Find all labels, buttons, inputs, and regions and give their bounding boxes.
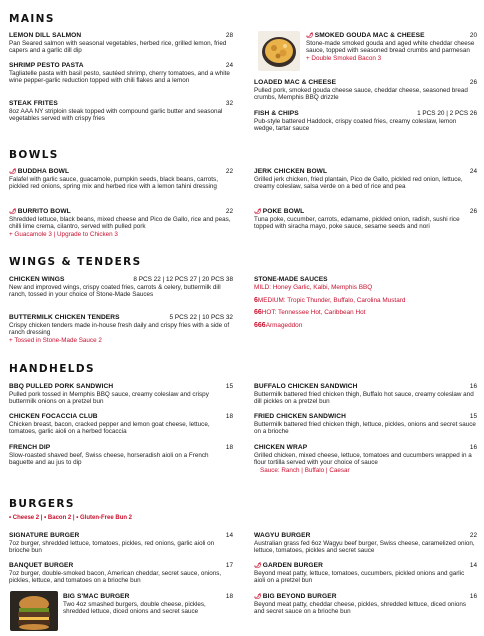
section-title-burgers: BURGERS (9, 498, 75, 510)
item-name: JERK CHICKEN BOWL (254, 168, 328, 175)
menu-item (254, 208, 477, 231)
mac-cheese-image (258, 31, 300, 71)
item-addon: + Double Smoked Bacon 3 (306, 54, 382, 62)
section-title-handhelds: HANDHELDS (9, 363, 95, 375)
item-price: 22 (225, 168, 233, 175)
flame-icon: 66 (254, 309, 262, 317)
menu-item (254, 562, 477, 585)
vegan-leaf-icon: 🌶 (254, 594, 262, 600)
item-name: BANQUET BURGER (9, 562, 74, 569)
item-price: 15 (225, 383, 233, 390)
item-price: 8 PCS 22 | 12 PCS 27 | 20 PCS 38 (133, 276, 233, 283)
item-name: 🌶GARDEN BURGER (254, 562, 323, 569)
menu-item (254, 383, 477, 406)
item-price: 18 (225, 444, 233, 451)
item-price: 17 (225, 562, 233, 569)
vegan-leaf-icon: 🌶 (9, 169, 17, 175)
menu-item (306, 32, 477, 62)
menu-item (9, 314, 233, 344)
vegan-leaf-icon: 🌶 (254, 563, 262, 569)
item-desc: Stone-made smoked gouda and aged white cheddar cheese sauce, topped with seasoned bread crumbs and parmesan (306, 40, 475, 55)
item-name: BIG S'MAC BURGER (63, 593, 130, 600)
item-desc: Buttermilk battered fried chicken thigh, lettuce, pickles, onions and secret sauce on a brioche (254, 421, 476, 436)
sauce-hot: 66HOT: Tennessee Hot, Caribbean Hot (254, 309, 366, 317)
menu-item (254, 110, 477, 133)
sauces-title: STONE-MADE SAUCES (254, 276, 328, 283)
item-price: 1 PCS 20 | 2 PCS 26 (417, 110, 477, 117)
menu-item (9, 383, 233, 406)
item-name: SHRIMP PESTO PASTA (9, 62, 84, 69)
item-price: 18 (225, 413, 233, 420)
menu-item (63, 593, 233, 616)
item-desc: 7oz burger, shredded lettuce, tomatoes, pickles, red onions, garlic aioli on brioche bun (9, 540, 215, 555)
chili-icon: 🌶 (254, 209, 262, 215)
burger-addons: • Cheese 2 | • Bacon 2 | • Gluten-Free Bun 2 (9, 515, 133, 521)
item-desc: Pan Seared salmon with seasonal vegetables, herbed rice, grilled lemon, fried capers and a garlic dill dip (9, 40, 227, 55)
item-desc: Shredded lettuce, black beans, mixed cheese and Pico de Gallo, rice and peas, chilli lime crema, cilantro, served with pulled pork (9, 216, 231, 231)
menu-item (9, 413, 233, 436)
item-name: SIGNATURE BURGER (9, 532, 80, 539)
item-price: 16 (469, 383, 477, 390)
menu-item (254, 413, 477, 436)
chili-icon: 🌶 (306, 33, 314, 39)
item-desc: Tuna poke, cucumber, carrots, edamame, pickled onion, radish, sushi rice topped with siracha mayo, poke sauce, sesame seeds and nori (254, 216, 460, 231)
item-desc: Beyond meat patty, cheddar cheese, pickles, shredded lettuce, diced onions and secret sauce on a brioche bun (254, 601, 467, 616)
item-name: FRIED CHICKEN SANDWICH (254, 413, 346, 420)
menu-item (254, 168, 477, 191)
burger-photo (10, 591, 58, 631)
item-desc: Crispy chicken tenders made in-house fresh daily and crispy fries with a side of ranch dressing (9, 322, 230, 337)
burger-image (10, 591, 58, 631)
item-name: 🌶SMOKED GOUDA MAC & CHEESE (306, 32, 425, 39)
item-addon: Sauce: Ranch | Buffalo | Caesar (260, 466, 350, 474)
item-price: 14 (469, 562, 477, 569)
item-price: 16 (469, 593, 477, 600)
item-name: STEAK FRITES (9, 100, 58, 107)
item-price: 26 (469, 79, 477, 86)
item-name: BBQ PULLED PORK SANDWICH (9, 383, 114, 390)
chili-icon: 🌶 (9, 209, 17, 215)
item-name: 🌶BIG BEYOND BURGER (254, 593, 337, 600)
item-name: 🌶BURRITO BOWL (9, 208, 71, 215)
item-desc: Pub-style battered Haddock, crispy coated fries, creamy coleslaw, lemon wedge, tartar sauce (254, 118, 457, 133)
item-price: 32 (225, 100, 233, 107)
item-desc: Two 4oz smashed burgers, double cheese, pickles, shredded lettuce, diced onions and secret sauce (63, 601, 206, 616)
item-price: 16 (469, 444, 477, 451)
menu-item (9, 208, 233, 238)
item-desc: Grilled chicken, mixed cheese, lettuce, tomatoes and cucumbers wrapped in a flour tortilla served with your choice of sauce (254, 452, 472, 467)
item-desc: New and improved wings, crispy coated fries, carrots & celery, buttermilk dill ranch, tossed in your choice of Stone-Made Sauces (9, 284, 221, 299)
flame-icon: 666 (254, 321, 266, 329)
menu-item (9, 276, 233, 299)
menu-item (9, 532, 233, 555)
item-name: LOADED MAC & CHEESE (254, 79, 337, 86)
item-addon: + Tossed in Stone-Made Sauce 2 (9, 336, 102, 344)
item-price: 18 (225, 593, 233, 600)
section-title-wings: WINGS & TENDERS (9, 256, 142, 268)
item-desc: Buttermilk battered fried chicken thigh, Buffalo hot sauce, creamy coleslaw and dill pickles on a pretzel bun (254, 391, 474, 406)
item-name: 🌶BUDDHA BOWL (9, 168, 70, 175)
menu-item (9, 32, 233, 55)
section-title-bowls: BOWLS (9, 149, 59, 161)
item-desc: Tagliatelle pasta with basil pesto, sautéed shrimp, cherry tomatoes, and a white wine pepper-garlic reduction topped with chili flakes and a lemon (9, 70, 230, 85)
item-name: 🌶POKE BOWL (254, 208, 305, 215)
section-title-mains: MAINS (9, 13, 55, 25)
item-price: 26 (469, 208, 477, 215)
menu-item (254, 593, 477, 616)
flame-icon: 6 (254, 296, 258, 304)
item-desc: Pulled pork tossed in Memphis BBQ sauce, creamy coleslaw and crispy buttermilk onions on a pretzel bun (9, 391, 209, 406)
item-price: 5 PCS 22 | 10 PCS 32 (169, 314, 233, 321)
item-desc: Beyond meat patty, lettuce, tomatoes, cucumbers, pickled onions and garlic aioli on a pretzel bun (254, 570, 465, 585)
item-desc: Pulled pork, smoked gouda cheese sauce, cheddar cheese, seasoned bread crumbs, Memphis BBQ drizzle (254, 87, 468, 102)
item-name: FRENCH DIP (9, 444, 51, 451)
menu-item (254, 532, 477, 555)
menu-item (254, 444, 477, 474)
item-name: CHICKEN WRAP (254, 444, 308, 451)
sauce-armageddon: 666Armageddon (254, 321, 303, 329)
menu-item (9, 444, 233, 467)
item-name: FISH & CHIPS (254, 110, 299, 117)
item-price: 24 (469, 168, 477, 175)
item-name: CHICKEN FOCACCIA CLUB (9, 413, 98, 420)
menu-item (9, 562, 233, 585)
item-price: 24 (225, 62, 233, 69)
item-name: LEMON DILL SALMON (9, 32, 82, 39)
item-desc: Grilled jerk chicken, fried plantain, Pico de Gallo, pickled red onion, lettuce, creamy coleslaw, salsa verde on a bed of rice and pea (254, 176, 463, 191)
menu-item (9, 168, 233, 191)
item-addon: + Guacamole 3 | Upgrade to Chicken 3 (9, 230, 118, 238)
item-desc: Australian grass fed 6oz Wagyu beef burger, Swiss cheese, caramelized onion, lettuce, tomatoes, pickles and secret sauce (254, 540, 475, 555)
item-desc: Chicken breast, bacon, cracked pepper and lemon goat cheese, lettuce, tomatoes, garlic aioli on a herbed focaccia (9, 421, 210, 436)
menu-item (9, 62, 233, 85)
item-name: BUTTERMILK CHICKEN TENDERS (9, 314, 120, 321)
item-name: BUFFALO CHICKEN SANDWICH (254, 383, 358, 390)
mac-cheese-photo (258, 31, 300, 71)
sauces-block (254, 276, 477, 329)
item-name: CHICKEN WINGS (9, 276, 65, 283)
item-desc: Falafel with garlic sauce, guacamole, pumpkin seeds, black beans, carrots, pickled red onions, spring mix and herbed rice with a lemon tahini dressing (9, 176, 218, 191)
item-price: 14 (225, 532, 233, 539)
item-price: 28 (225, 32, 233, 39)
item-price: 20 (469, 32, 477, 39)
menu-item (254, 79, 477, 102)
menu-item (9, 100, 233, 123)
item-price: 22 (469, 532, 477, 539)
item-desc: Slow-roasted shaved beef, Swiss cheese, horseradish aioli on a French baguette and au jus to dip (9, 452, 209, 467)
item-price: 22 (225, 208, 233, 215)
sauce-medium: 6MEDIUM: Tropic Thunder, Buffalo, Carolina Mustard (254, 296, 406, 304)
item-desc: 7oz burger, double-smoked bacon, American cheddar, secret sauce, onions, pickles, lettuce, and tomatoes on a brioche bun (9, 570, 222, 585)
item-name: WAGYU BURGER (254, 532, 311, 539)
item-desc: 8oz AAA NY striploin steak topped with compound garlic butter and seasonal vegetables served with crispy fries (9, 108, 223, 123)
item-price: 15 (469, 413, 477, 420)
sauce-mild: MILD: Honey Garlic, Kalbi, Memphis BBQ (254, 284, 373, 291)
